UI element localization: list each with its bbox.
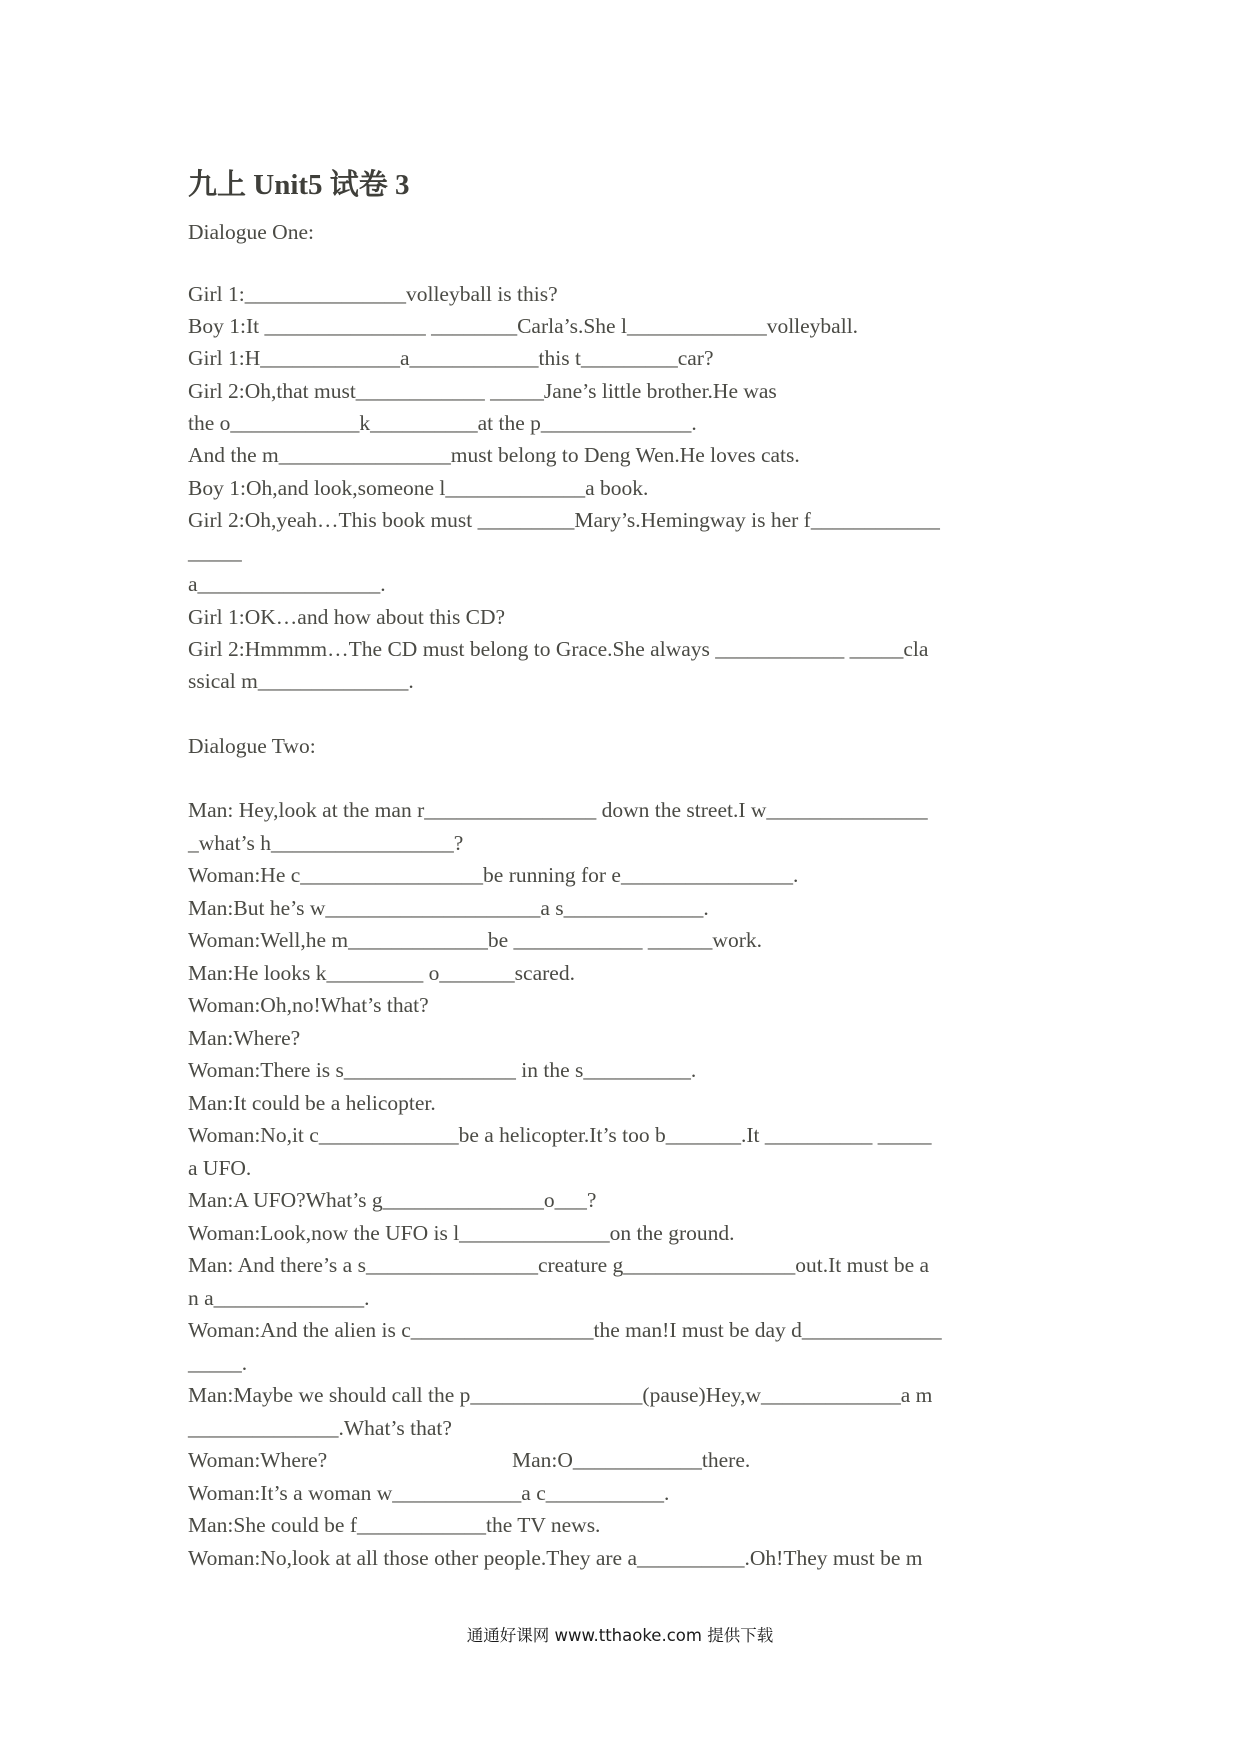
dialogue-one-line: Girl 2:Hmmmm…The CD must belong to Grace.She always ____________ _____cla [188,637,929,661]
dialogue-one-line: the o____________k__________at the p______________. [188,411,697,435]
dialogue-one-line: _____ [188,540,242,564]
dialogue-one-line: a_________________. [188,572,386,596]
dialogue-two-line: Woman:Well,he m_____________be ____________ ______work. [188,928,762,952]
dialogue-two-line: Man:He looks k_________ o_______scared. [188,961,575,985]
dialogue-two-line: Woman:Oh,no!What’s that? [188,993,429,1017]
dialogue-two-line: Man:But he’s w____________________a s_____________. [188,896,709,920]
dialogue-two-line: Woman:There is s________________ in the s__________. [188,1058,697,1082]
dialogue-one-line: And the m________________must belong to Deng Wen.He loves cats. [188,443,800,467]
dialogue-two-line: Man:It could be a helicopter. [188,1091,436,1115]
dialogue-two-line: Woman:He c_________________be running for e________________. [188,863,799,887]
dialogue-one-line: Boy 1:Oh,and look,someone l_____________a book. [188,476,649,500]
dialogue-one-heading: Dialogue One: [188,220,314,244]
dialogue-two-line: Woman:And the alien is c_________________the man!I must be day d_____________ [188,1318,942,1342]
page-title: 九上 Unit5 试卷 3 [188,169,410,201]
dialogue-two-heading: Dialogue Two: [188,734,316,758]
dialogue-one-line: Boy 1:It _______________ ________Carla’s.She l_____________volleyball. [188,314,859,338]
footer-watermark: 通通好课网 www.tthaoke.com 提供下载 [466,1626,774,1645]
dialogue-two-line: Woman:No,look at all those other people.They are a__________.Oh!They must be m [188,1546,923,1570]
dialogue-one-line: Girl 2:Oh,that must____________ _____Jane’s little brother.He was [188,379,777,403]
dialogue-two-line: Man: Hey,look at the man r________________ down the street.I w_______________ [188,798,928,822]
dialogue-two-line: n a______________. [188,1286,370,1310]
dialogue-two-line: Man:Maybe we should call the p________________(pause)Hey,w_____________a m [188,1383,933,1407]
dialogue-two-line: ______________.What’s that? [188,1416,452,1440]
dialogue-two-line: a UFO. [188,1156,252,1180]
dialogue-two-inline-reply: Man:O____________there. [512,1448,751,1472]
dialogue-one-line: Girl 1:H_____________a____________this t_________car? [188,346,714,370]
dialogue-two-line: Woman:No,it c_____________be a helicopter.It’s too b_______.It __________ _____ [188,1123,932,1147]
dialogue-two-line: Man:She could be f____________the TV news. [188,1513,601,1537]
dialogue-two-line: Woman:Look,now the UFO is l______________on the ground. [188,1221,735,1245]
dialogue-one-line: Girl 1:_______________volleyball is this? [188,282,558,306]
dialogue-one-line: Girl 1:OK…and how about this CD? [188,605,506,629]
dialogue-two-line: _____. [188,1351,248,1375]
dialogue-one-line: ssical m______________. [188,669,414,693]
dialogue-two-line: Woman:It’s a woman w____________a c___________. [188,1481,670,1505]
dialogue-two-line: Man: And there’s a s________________creature g________________out.It must be a [188,1253,930,1277]
dialogue-one-line: Girl 2:Oh,yeah…This book must _________Mary’s.Hemingway is her f____________ [188,508,940,532]
dialogue-two-line: Man:Where? [188,1026,301,1050]
dialogue-two-line: _what’s h_________________? [188,831,464,855]
dialogue-two-line: Woman:Where? [188,1448,328,1472]
dialogue-two-line: Man:A UFO?What’s g_______________o___? [188,1188,597,1212]
